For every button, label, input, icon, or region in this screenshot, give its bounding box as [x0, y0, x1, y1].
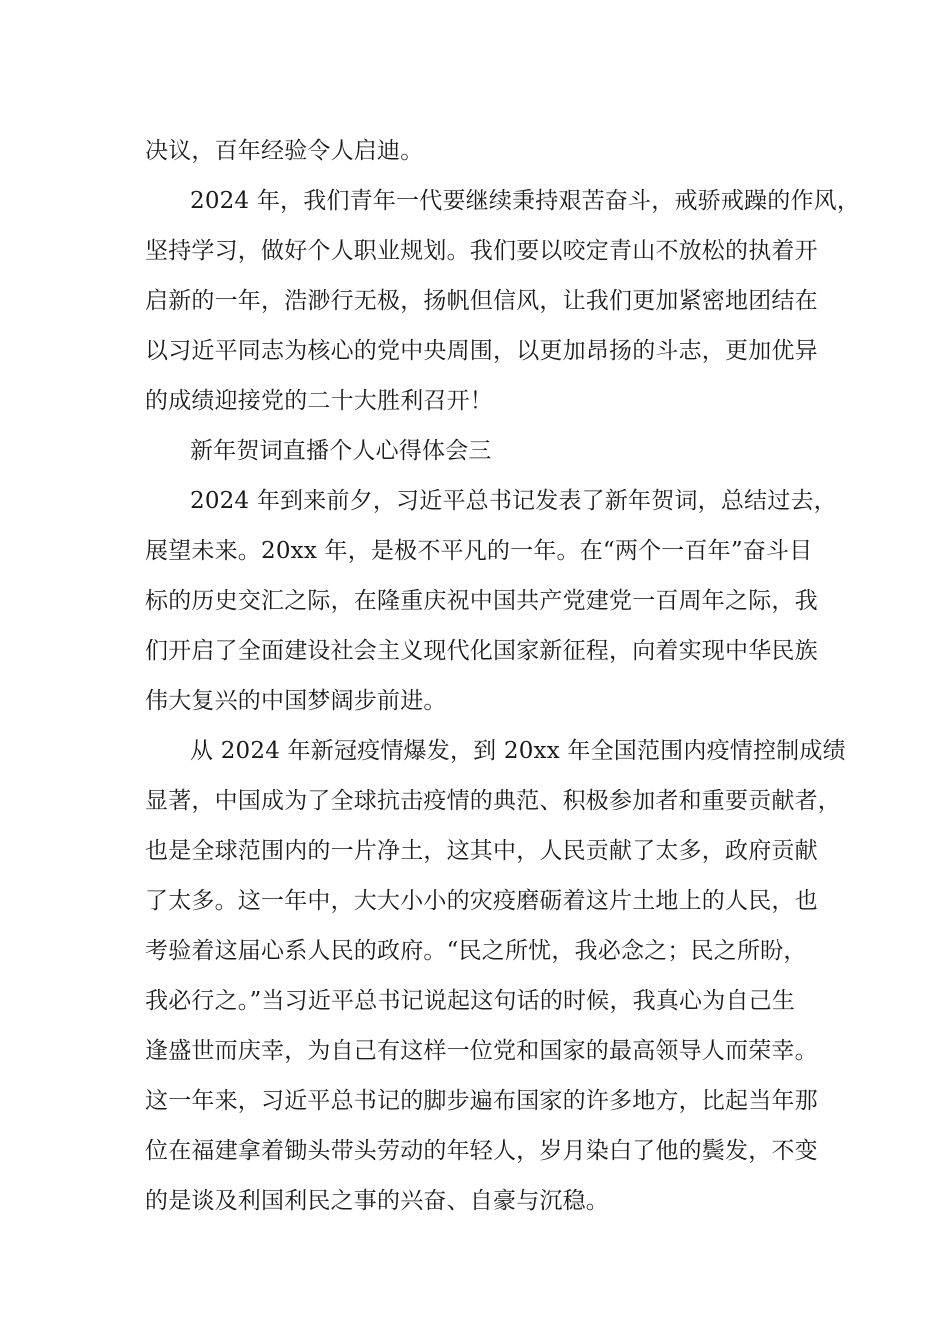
text-line: 坚持学习，做好个人职业规划。我们要以咬定青山不放松的执着开 [145, 238, 818, 264]
text-line: 的是谈及利国利民之事的兴奋、自豪与沉稳。 [145, 1188, 609, 1214]
text-line: 也是全球范围内的一片净土，这其中，人民贡献了太多，政府贡献 [145, 838, 818, 864]
text-line: 标的历史交汇之际，在隆重庆祝中国共产党建党一百周年之际，我 [145, 588, 818, 614]
text-line: 2024 年，我们青年一代要继续秉持艰苦奋斗，戒骄戒躁的作风， [190, 188, 861, 214]
text-line: 决议，百年经验令人启迪。 [145, 138, 424, 164]
text-line: 考验着这届心系人民的政府。“民之所忧，我必念之；民之所盼， [145, 938, 807, 964]
text-line: 这一年来，习近平总书记的脚步遍布国家的许多地方，比起当年那 [145, 1088, 818, 1114]
text-line: 们开启了全面建设社会主义现代化国家新征程，向着实现中华民族 [145, 638, 818, 664]
text-line: 的成绩迎接党的二十大胜利召开！ [145, 388, 493, 414]
text-line: 从 2024 年新冠疫情爆发，到 20xx 年全国范围内疫情控制成绩 [190, 738, 846, 764]
text-line: 展望未来。20xx 年，是极不平凡的一年。在“两个一百年”奋斗目 [145, 538, 813, 564]
text-line: 我必行之。”当习近平总书记说起这句话的时候，我真心为自己生 [145, 988, 796, 1014]
text-line: 以习近平同志为核心的党中央周围，以更加昂扬的斗志，更加优异 [145, 338, 818, 364]
text-line: 2024 年到来前夕，习近平总书记发表了新年贺词，总结过去， [190, 488, 837, 514]
text-line: 启新的一年，浩渺行无极，扬帆但信风，让我们更加紧密地团结在 [145, 288, 818, 314]
text-line: 逢盛世而庆幸，为自己有这样一位党和国家的最高领导人而荣幸。 [145, 1038, 818, 1064]
section-heading: 新年贺词直播个人心得体会三 [190, 438, 492, 464]
text-line: 位在福建拿着锄头带头劳动的年轻人，岁月染白了他的鬓发，不变 [145, 1138, 818, 1164]
text-line: 伟大复兴的中国梦阔步前进。 [145, 688, 447, 714]
text-line: 了太多。这一年中，大大小小的灾疫磨砺着这片土地上的人民，也 [145, 888, 818, 914]
text-line: 显著，中国成为了全球抗击疫情的典范、积极参加者和重要贡献者， [145, 788, 841, 814]
